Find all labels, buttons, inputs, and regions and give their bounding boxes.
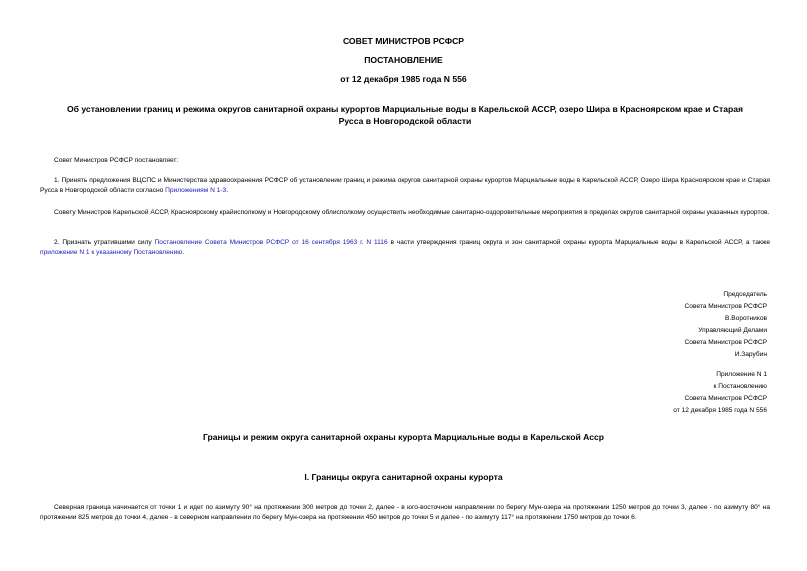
section-1-paragraph: [40, 503, 770, 523]
appendix-reference-block: [467, 369, 767, 417]
appendices-link[interactable]: Приложениям N 1-3: [165, 187, 227, 194]
header-doc-type: ПОСТАНОВЛЕНИЕ: [364, 55, 443, 65]
document-title: Об установлении границ и режима округов санитарной охраны курортов Марциальные воды в Карельской АССР, озеро Шира в Красноярском крае и Старая Русса в Новгородской области: [66, 104, 744, 126]
signature-block: [467, 289, 767, 361]
appendix-1-link[interactable]: приложение N 1 к указанному Постановлению: [40, 249, 183, 256]
signature-line: Совета Министров РСФСР: [684, 339, 767, 346]
paragraph-2: [40, 208, 770, 218]
header-org: СОВЕТ МИНИСТРОВ РСФСР: [342, 36, 465, 46]
appendix-reference-line: Совета Министров РСФСР: [684, 395, 767, 402]
paragraph-3-text-a: 2. Признать утратившими силу: [54, 239, 155, 246]
appendix-reference-line: от 12 декабря 1985 года N 556: [673, 407, 767, 414]
paragraph-1-end: .: [226, 187, 229, 194]
signature-line: И.Зарубин: [734, 351, 767, 358]
signature-line: Управляющий Делами: [698, 327, 767, 334]
intro-paragraph: [40, 156, 770, 166]
resolution-1963-link[interactable]: Постановление Совета Министров РСФСР от 16 сентября 1963 г. N 1116: [154, 239, 388, 246]
paragraph-3-end: .: [182, 249, 185, 256]
signature-line: Совета Министров РСФСР: [684, 303, 767, 310]
signature-line: В.Воротников: [725, 315, 767, 322]
header-date-number: от 12 декабря 1985 года N 556: [340, 74, 467, 84]
paragraph-1-text: 1. Принять предложения ВЦСПС и Министерства здравоохранения РСФСР об установлении границ и режима округов санитарной охраны курортов Марциальные воды в Карельской АССР, Озеро Шира Красноярском крае и Старая Русса в Новгородской области согласно: [40, 177, 770, 194]
signature-line: Председатель: [723, 291, 767, 298]
appendix-title: Границы и режим округа санитарной охраны курорта Марциальные воды в Карельской Асср: [202, 432, 605, 442]
intro-text: Совет Министров РСФСР постановляет:: [54, 157, 179, 164]
section-1-text: Северная граница начинается от точки 1 и идет по азимуту 90° на протяжении 300 метров до точки 2, далее - в юго-восточном направлении по берегу Мун-озера на протяжении 1250 метров до точки 3, далее - по азимуту 80° на протяжении 825 метров до точки 4, далее - в северном направлении по берегу Мун-озера на протяжении 450 метров до точки 5 и далее - по азимуту 117° на протяжении 1750 метров до точки 6.: [40, 504, 770, 521]
appendix-reference-line: Приложение N 1: [716, 371, 767, 378]
paragraph-3-text-b: в части утверждения границ округа и зон санитарной охраны курорта Марциальные воды в Карельской АССР, а также: [387, 239, 770, 246]
appendix-reference-line: к Постановлению: [713, 383, 767, 390]
paragraph-3: [40, 238, 770, 258]
paragraph-2-text: Совету Министров Карельской АССР, Красноярскому крайисполкому и Новгородскому облисполкому осуществить необходимые санитарно-оздоровительные мероприятия в пределах округов санитарной охраны указанных курортов.: [54, 209, 770, 216]
paragraph-1: [40, 176, 770, 196]
section-1-title: I. Границы округа санитарной охраны курорта: [304, 472, 503, 482]
